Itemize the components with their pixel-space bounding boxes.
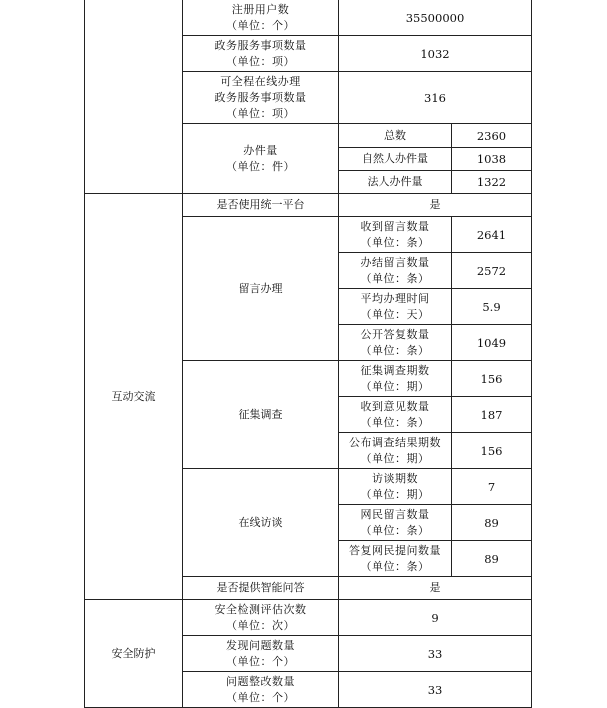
interview-label: 在线访谈 bbox=[183, 469, 339, 577]
cases-total-label: 总数 bbox=[339, 124, 452, 148]
interview-replies-label: 答复网民提问数量 （单位：条） bbox=[339, 541, 452, 577]
cases-legal-label: 法人办件量 bbox=[339, 171, 452, 194]
issues-fixed-label: 问题整改数量 （单位：个） bbox=[183, 672, 339, 708]
online-items-value: 316 bbox=[339, 72, 532, 124]
messages-label: 留言办理 bbox=[183, 217, 339, 361]
survey-periods-value: 156 bbox=[452, 361, 532, 397]
statistics-table bbox=[84, 0, 532, 708]
registered-users-value: 35500000 bbox=[339, 0, 532, 36]
service-items-value: 1032 bbox=[339, 36, 532, 72]
messages-avg-time-value: 5.9 bbox=[452, 289, 532, 325]
registered-users-label: 注册用户数 （单位：个） bbox=[183, 0, 339, 36]
messages-public-reply-label: 公开答复数量 （单位：条） bbox=[339, 325, 452, 361]
category-interaction: 互动交流 bbox=[85, 194, 183, 600]
service-items-label: 政务服务事项数量 （单位：项） bbox=[183, 36, 339, 72]
issues-found-value: 33 bbox=[339, 636, 532, 672]
cases-total-value: 2360 bbox=[452, 124, 532, 148]
survey-opinions-value: 187 bbox=[452, 397, 532, 433]
interview-periods-label: 访谈期数 （单位：期） bbox=[339, 469, 452, 505]
interview-periods-value: 7 bbox=[452, 469, 532, 505]
messages-public-reply-value: 1049 bbox=[452, 325, 532, 361]
smart-qa-label: 是否提供智能问答 bbox=[183, 577, 339, 600]
cases-legal-value: 1322 bbox=[452, 171, 532, 194]
interview-messages-label: 网民留言数量 （单位：条） bbox=[339, 505, 452, 541]
survey-results-label: 公布调查结果期数 （单位：期） bbox=[339, 433, 452, 469]
security-checks-value: 9 bbox=[339, 600, 532, 636]
interview-replies-value: 89 bbox=[452, 541, 532, 577]
interview-messages-value: 89 bbox=[452, 505, 532, 541]
cases-natural-label: 自然人办件量 bbox=[339, 148, 452, 171]
messages-avg-time-label: 平均办理时间 （单位：天） bbox=[339, 289, 452, 325]
messages-received-value: 2641 bbox=[452, 217, 532, 253]
category-security: 安全防护 bbox=[85, 600, 183, 708]
messages-closed-label: 办结留言数量 （单位：条） bbox=[339, 253, 452, 289]
smart-qa-value: 是 bbox=[339, 577, 532, 600]
unified-platform-value: 是 bbox=[339, 194, 532, 217]
issues-fixed-value: 33 bbox=[339, 672, 532, 708]
survey-results-value: 156 bbox=[452, 433, 532, 469]
cases-label: 办件量 （单位：件） bbox=[183, 124, 339, 194]
issues-found-label: 发现问题数量 （单位：个） bbox=[183, 636, 339, 672]
messages-received-label: 收到留言数量 （单位：条） bbox=[339, 217, 452, 253]
category-cell-blank bbox=[85, 0, 183, 194]
survey-label: 征集调查 bbox=[183, 361, 339, 469]
security-checks-label: 安全检测评估次数 （单位：次） bbox=[183, 600, 339, 636]
survey-opinions-label: 收到意见数量 （单位：条） bbox=[339, 397, 452, 433]
online-items-label: 可全程在线办理 政务服务事项数量 （单位：项） bbox=[183, 72, 339, 124]
survey-periods-label: 征集调查期数 （单位：期） bbox=[339, 361, 452, 397]
cases-natural-value: 1038 bbox=[452, 148, 532, 171]
unified-platform-label: 是否使用统一平台 bbox=[183, 194, 339, 217]
messages-closed-value: 2572 bbox=[452, 253, 532, 289]
